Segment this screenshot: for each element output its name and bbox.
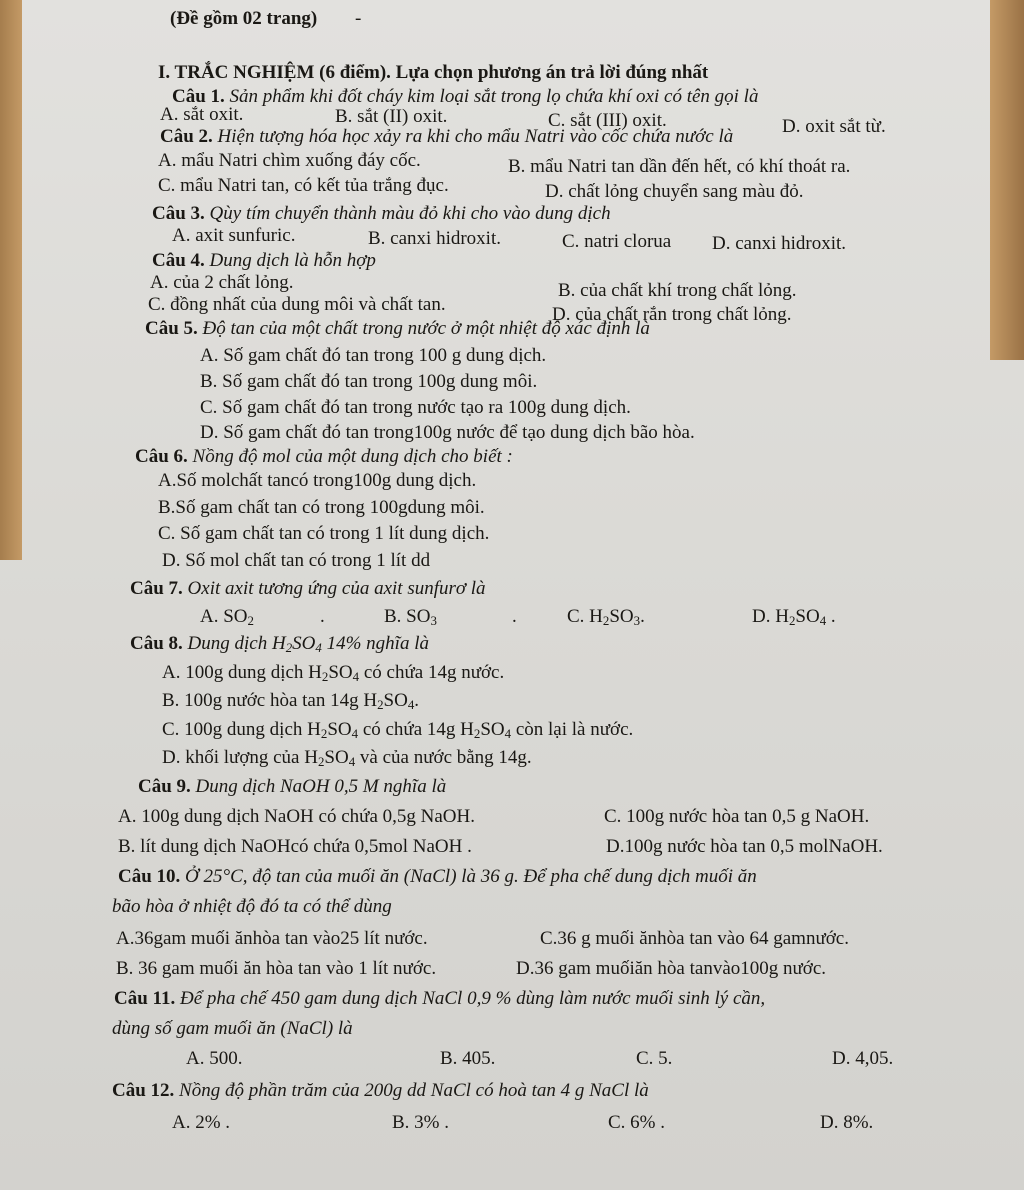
- q11-option-b[interactable]: B. 405.: [440, 1048, 496, 1069]
- question-9: Câu 9. Dung dịch NaOH 0,5 M nghĩa là: [138, 776, 447, 797]
- q6-option-d[interactable]: D. Số mol chất tan có trong 1 lít dd: [162, 550, 431, 571]
- pages-note: (Đề gồm 02 trang): [170, 8, 318, 29]
- q5-option-a[interactable]: A. Số gam chất đó tan trong 100 g dung dịch.: [200, 345, 547, 366]
- q7-option-d[interactable]: D. $H_2SO_4$ .: [752, 606, 836, 629]
- question-2: Câu 2. Hiện tượng hóa học xảy ra khi cho mẩu Natri vào cốc chứa nước là: [160, 126, 734, 147]
- q1-option-d[interactable]: D. oxit sắt từ.: [782, 116, 886, 137]
- q7-option-c[interactable]: C. $H_2SO_3$.: [567, 606, 645, 629]
- q4-option-d[interactable]: D. của chất rắn trong chất lỏng.: [552, 304, 792, 325]
- q10-option-b[interactable]: B. 36 gam muối ăn hòa tan vào 1 lít nước.: [116, 958, 437, 979]
- q4-option-b[interactable]: B. của chất khí trong chất lỏng.: [558, 280, 797, 301]
- q2-option-c[interactable]: C. mẩu Natri tan, có kết tủa trắng đục.: [158, 175, 449, 196]
- table-edge-left: [0, 0, 22, 560]
- question-5: Câu 5. Độ tan của một chất trong nước ở một nhiệt độ xác định là: [145, 318, 650, 339]
- q8-option-d[interactable]: D. khối lượng của $H_2SO_4$ và của nước bằng 14g.: [162, 747, 532, 770]
- question-8: Câu 8. Dung dịch $H_2SO_4$ 14% nghĩa là: [130, 633, 429, 656]
- q12-option-c[interactable]: C. 6% .: [608, 1112, 665, 1133]
- q11-option-a[interactable]: A. 500.: [186, 1048, 243, 1069]
- q4-option-c[interactable]: C. đồng nhất của dung môi và chất tan.: [148, 294, 446, 315]
- section-title: I. TRẮC NGHIỆM (6 điểm). Lựa chọn phương án trả lời đúng nhất: [158, 62, 709, 83]
- question-6: Câu 6. Nồng độ mol của một dung dịch cho biết :: [135, 446, 513, 467]
- q12-option-a[interactable]: A. 2% .: [172, 1112, 231, 1133]
- q3-option-d[interactable]: D. canxi hidroxit.: [712, 233, 847, 254]
- question-12: Câu 12. Nồng độ phần trăm của 200g dd NaCl có hoà tan 4 g NaCl là: [112, 1080, 649, 1101]
- q9-option-b[interactable]: B. lít dung dịch NaOHcó chứa 0,5mol NaOH .: [118, 836, 472, 857]
- table-edge-right: [990, 0, 1024, 360]
- q7-dot-2: .: [512, 606, 517, 627]
- q6-option-a[interactable]: A.Số molchất tancó trong100g dung dịch.: [158, 470, 477, 491]
- question-1: Câu 1. Sản phẩm khi đốt cháy kim loại sắt trong lọ chứa khí oxi có tên gọi là: [172, 86, 759, 107]
- q5-option-b[interactable]: B. Số gam chất đó tan trong 100g dung môi.: [200, 371, 538, 392]
- q6-option-b[interactable]: B.Số gam chất tan có trong 100gdung môi.: [158, 497, 485, 518]
- q3-option-a[interactable]: A. axit sunfuric.: [172, 225, 296, 246]
- question-3: Câu 3. Qùy tím chuyển thành màu đỏ khi cho vào dung dịch: [152, 203, 611, 224]
- q12-option-b[interactable]: B. 3% .: [392, 1112, 449, 1133]
- q1-option-b[interactable]: B. sắt (II) oxit.: [335, 106, 448, 127]
- q3-option-b[interactable]: B. canxi hidroxit.: [368, 228, 501, 249]
- q2-option-b[interactable]: B. mẩu Natri tan dần đến hết, có khí thoát ra.: [508, 156, 851, 177]
- q6-option-c[interactable]: C. Số gam chất tan có trong 1 lít dung dịch.: [158, 523, 490, 544]
- q10-option-d[interactable]: D.36 gam muốiăn hòa tanvào100g nước.: [516, 958, 827, 979]
- question-10-line-2: bão hòa ở nhiệt độ đó ta có thể dùng: [112, 896, 392, 917]
- q8-option-c[interactable]: C. 100g dung dịch $H_2SO_4$ có chứa 14g $H_2SO_4$ còn lại là nước.: [162, 719, 634, 742]
- q11-option-d[interactable]: D. 4,05.: [832, 1048, 894, 1069]
- q8-option-a[interactable]: A. 100g dung dịch $H_2SO_4$ có chứa 14g nước.: [162, 662, 505, 685]
- q12-option-d[interactable]: D. 8%.: [820, 1112, 874, 1133]
- question-7: Câu 7. Oxit axit tương ứng của axit sunfurơ là: [130, 578, 486, 599]
- q7-dot-1: .: [320, 606, 325, 627]
- q2-option-a[interactable]: A. mẩu Natri chìm xuống đáy cốc.: [158, 150, 421, 171]
- q4-option-a[interactable]: A. của 2 chất lỏng.: [150, 272, 294, 293]
- q7-option-a[interactable]: A. $SO_2$: [200, 606, 254, 629]
- q9-option-d[interactable]: D.100g nước hòa tan 0,5 molNaOH.: [606, 836, 883, 857]
- q10-option-c[interactable]: C.36 g muối ănhòa tan vào 64 gamnước.: [540, 928, 849, 949]
- q1-option-a[interactable]: A. sắt oxit.: [160, 104, 244, 125]
- q5-option-c[interactable]: C. Số gam chất đó tan trong nước tạo ra 100g dung dịch.: [200, 397, 631, 418]
- q10-option-a[interactable]: A.36gam muối ănhòa tan vào25 lít nước.: [116, 928, 428, 949]
- header-dash: -: [355, 8, 362, 29]
- question-10: Câu 10. Ở 25°C, độ tan của muối ăn (NaCl) là 36 g. Để pha chế dung dịch muối ăn: [118, 866, 757, 887]
- q7-option-b[interactable]: B. $SO_3$: [384, 606, 437, 629]
- question-4: Câu 4. Dung dịch là hỗn hợp: [152, 250, 376, 271]
- q9-option-c[interactable]: C. 100g nước hòa tan 0,5 g NaOH.: [604, 806, 870, 827]
- q9-option-a[interactable]: A. 100g dung dịch NaOH có chứa 0,5g NaOH.: [118, 806, 475, 827]
- q11-option-c[interactable]: C. 5.: [636, 1048, 673, 1069]
- q2-option-d[interactable]: D. chất lỏng chuyển sang màu đỏ.: [545, 181, 804, 202]
- q5-option-d[interactable]: D. Số gam chất đó tan trong100g nước để tạo dung dịch bão hòa.: [200, 422, 695, 443]
- q8-option-b[interactable]: B. 100g nước hòa tan 14g $H_2SO_4$.: [162, 690, 420, 713]
- q1-option-c[interactable]: C. sắt (III) oxit.: [548, 110, 667, 131]
- q3-option-c[interactable]: C. natri clorua: [562, 231, 672, 252]
- question-11: Câu 11. Để pha chế 450 gam dung dịch NaCl 0,9 % dùng làm nước muối sinh lý cần,: [114, 988, 766, 1009]
- question-11-line-2: dùng số gam muối ăn (NaCl) là: [112, 1018, 353, 1039]
